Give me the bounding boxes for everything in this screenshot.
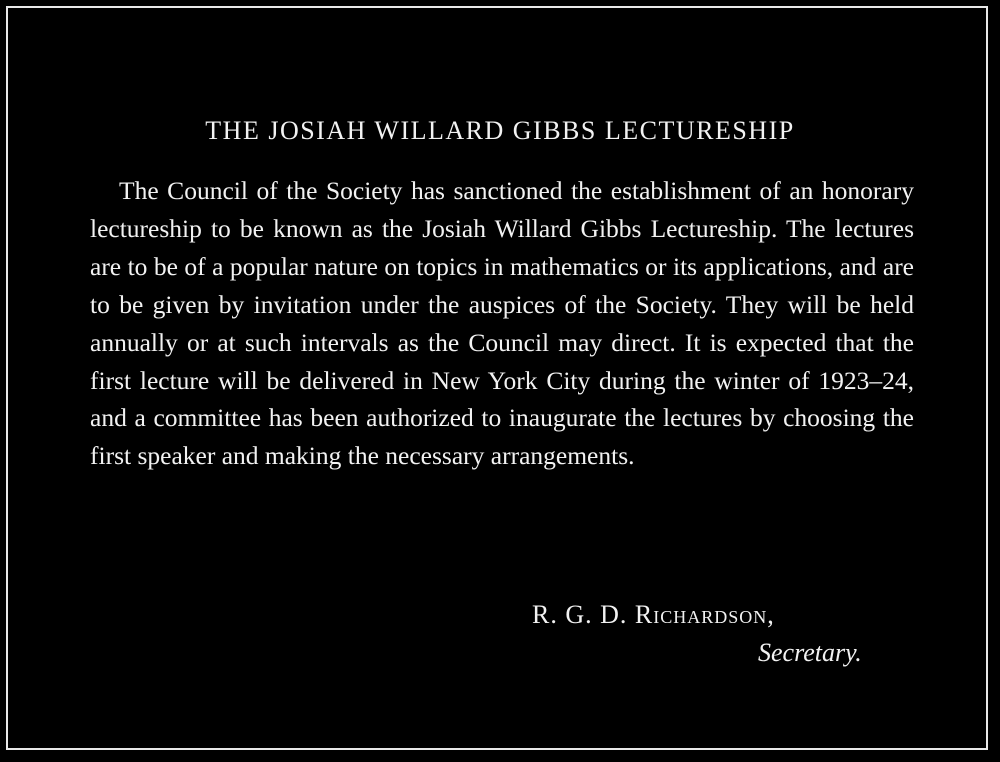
- signature-surname: Richardson,: [634, 600, 775, 629]
- signature-initials: R. G. D.: [532, 600, 628, 629]
- document-title: THE JOSIAH WILLARD GIBBS LECTURESHIP: [205, 116, 795, 145]
- signature-role: Secretary.: [758, 638, 862, 667]
- announcement-paragraph: The Council of the Society has sanctioned the establishment of an honorary lectureship to be known as the Josiah Willard Gibbs Lectureship. The lectures are to be of a popular nature on topics in mathematics or its applications, and are to be given by invitation under the auspices of the Society. They will be held annually or at such intervals as the Council may direct. It is expected that the first lecture will be delivered in New York City during the winter of 1923–24, and a committee has been authorized to inaugurate the lectures by choosing the first speaker and making the necessary arrangements.: [90, 176, 914, 471]
- signature-name: [532, 600, 892, 630]
